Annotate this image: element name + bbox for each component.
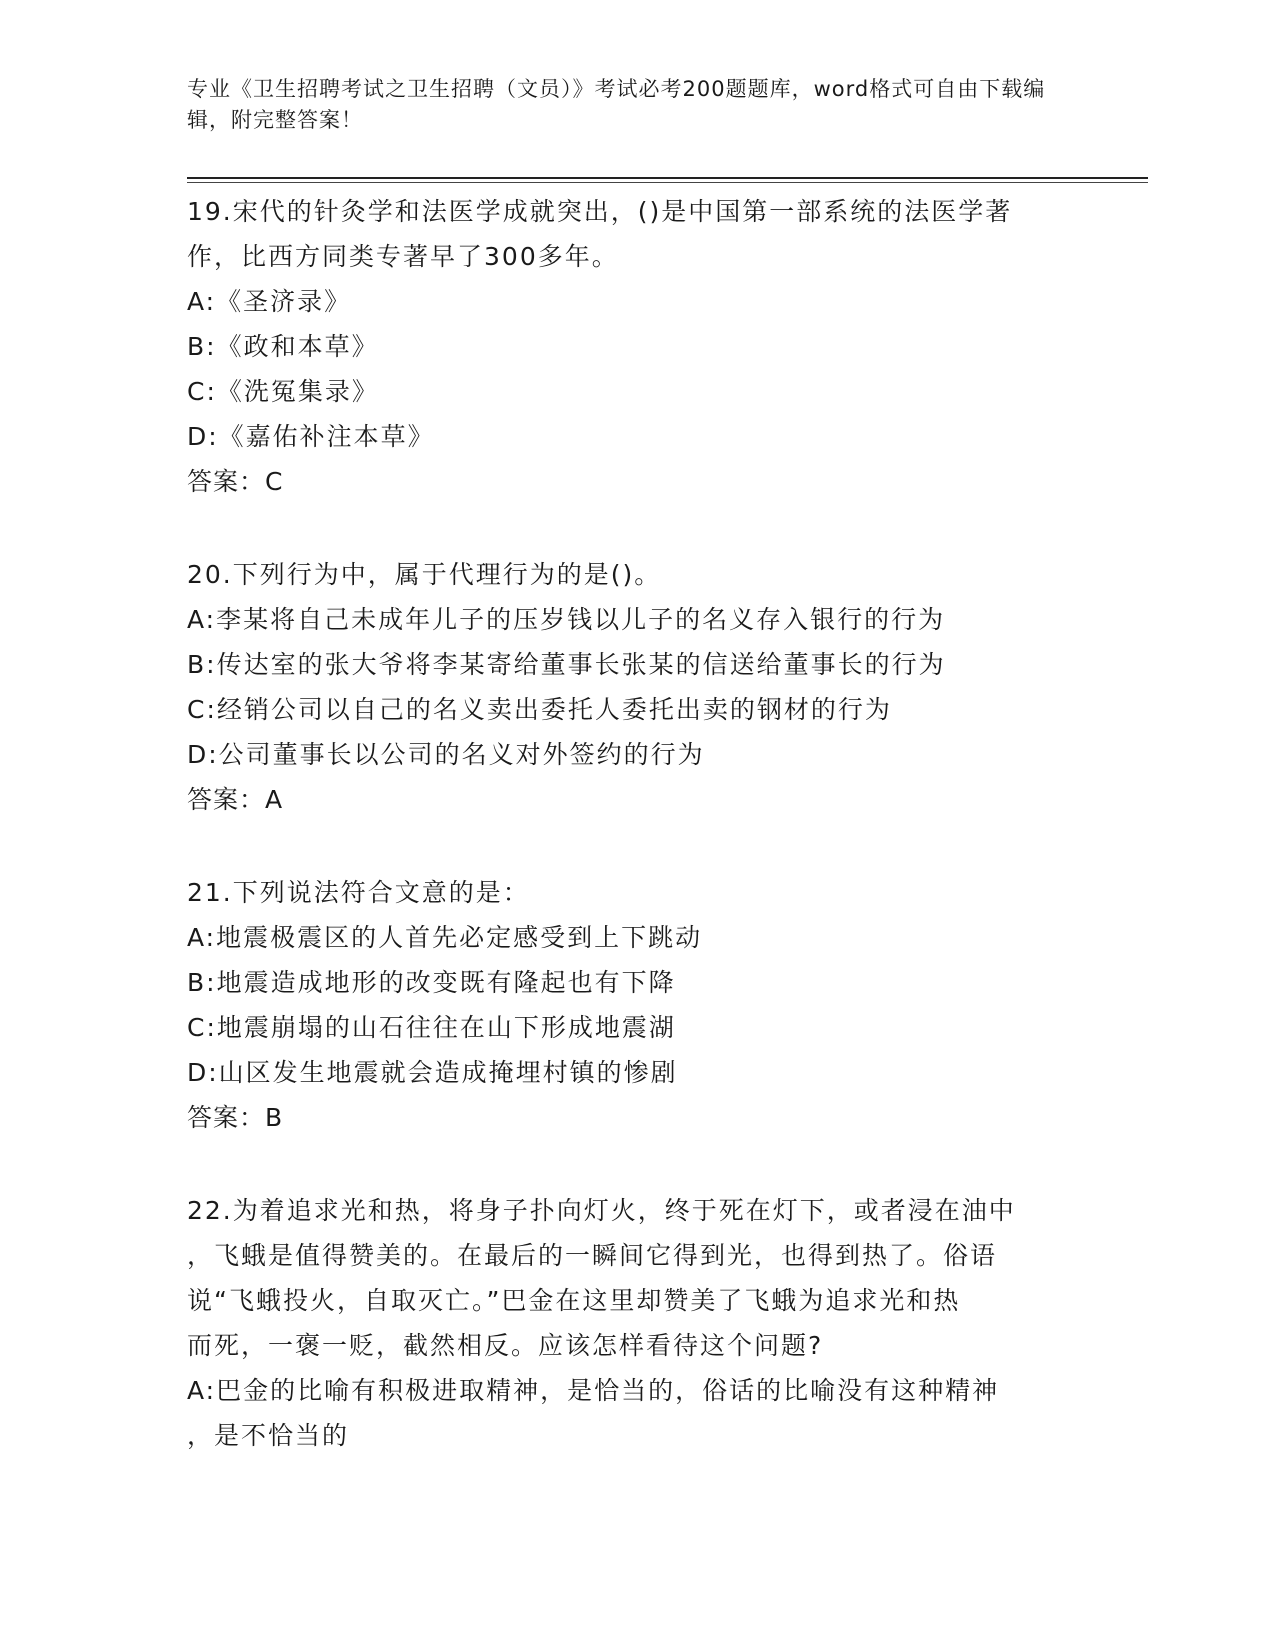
header-divider-thin bbox=[187, 182, 1148, 183]
question-22 bbox=[187, 1188, 1087, 1458]
option-a-continued: ，是不恰当的 bbox=[187, 1421, 350, 1450]
question-stem-line: 而死，一褒一贬，截然相反。应该怎样看待这个问题? bbox=[187, 1331, 824, 1360]
option-b: B:地震造成地形的改变既有隆起也有下降 bbox=[187, 968, 676, 997]
document-header: 专业《卫生招聘考试之卫生招聘（文员）》考试必考200题题库，word格式可自由下载编辑，附完整答案！ bbox=[187, 77, 1046, 132]
question-21 bbox=[187, 870, 1087, 1140]
question-stem-line: 说“飞蛾投火，自取灭亡。”巴金在这里却赞美了飞蛾为追求光和热 bbox=[187, 1286, 961, 1315]
option-d: D:公司董事长以公司的名义对外签约的行为 bbox=[187, 740, 705, 769]
question-stem-line: 22.为着追求光和热，将身子扑向灯火，终于死在灯下，或者浸在油中 bbox=[187, 1196, 1016, 1225]
option-c: C:地震崩塌的山石往往在山下形成地震湖 bbox=[187, 1013, 676, 1042]
option-c: C:《洗冤集录》 bbox=[187, 377, 379, 406]
option-a: A:巴金的比喻有积极进取精神，是恰当的，俗话的比喻没有这种精神 bbox=[187, 1376, 1000, 1405]
option-a: A:地震极震区的人首先必定感受到上下跳动 bbox=[187, 923, 703, 952]
option-c: C:经销公司以自己的名义卖出委托人委托出卖的钢材的行为 bbox=[187, 695, 892, 724]
question-20 bbox=[187, 552, 1087, 822]
option-b: B:《政和本草》 bbox=[187, 332, 379, 361]
option-d: D:《嘉佑补注本草》 bbox=[187, 422, 435, 451]
option-a: A:李某将自己未成年儿子的压岁钱以儿子的名义存入银行的行为 bbox=[187, 605, 946, 634]
option-d: D:山区发生地震就会造成掩埋村镇的惨剧 bbox=[187, 1058, 678, 1087]
question-stem-line: 20.下列行为中，属于代理行为的是()。 bbox=[187, 560, 662, 589]
option-b: B:传达室的张大爷将李某寄给董事长张某的信送给董事长的行为 bbox=[187, 650, 946, 679]
question-19 bbox=[187, 189, 1087, 504]
question-stem-line: 作，比西方同类专著早了300多年。 bbox=[187, 242, 619, 271]
answer-line: 答案：B bbox=[187, 1103, 284, 1132]
option-a: A:《圣济录》 bbox=[187, 287, 352, 316]
answer-line: 答案：A bbox=[187, 785, 284, 814]
question-stem-line: ，飞蛾是值得赞美的。在最后的一瞬间它得到光，也得到热了。俗语 bbox=[187, 1241, 998, 1270]
header-divider-thick bbox=[187, 177, 1148, 179]
question-stem-line: 19.宋代的针灸学和法医学成就突出，()是中国第一部系统的法医学著 bbox=[187, 197, 1013, 226]
question-stem-line: 21.下列说法符合文意的是： bbox=[187, 878, 530, 907]
answer-line: 答案：C bbox=[187, 467, 284, 496]
